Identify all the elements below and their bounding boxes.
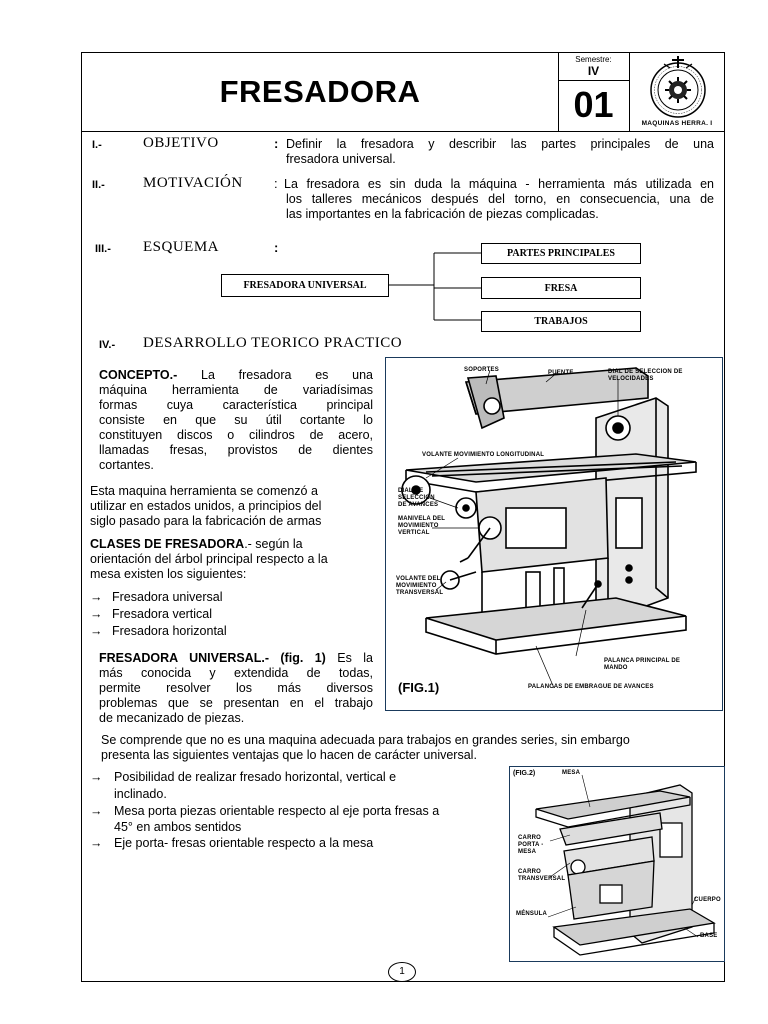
fig1-label-volante-longitudinal: VOLANTE MOVIMIENTO LONGITUDINAL [422, 452, 545, 458]
clases-label: CLASES DE FRESADORA [90, 537, 245, 551]
objetivo-text-line: fresadora universal. [286, 152, 396, 166]
ventaja-item: → Eje porta- fresas orientable respecto a la mesa [90, 836, 374, 850]
section-number: III.- [95, 243, 111, 255]
concepto-label: CONCEPTO.- [99, 368, 178, 382]
fig1-label-dial-velocidades: DIAL DE SELECCION DE VELOCIDADES [608, 369, 683, 382]
fig2-label-mesa: MESA [562, 770, 581, 776]
list-item: → Fresadora universal [90, 590, 223, 604]
universal-line: problemas que se presentan en el trabajo [99, 696, 373, 710]
fig1-caption: (FIG.1) [398, 680, 440, 695]
section-colon: : [274, 136, 279, 151]
section-number: IV.- [99, 339, 116, 351]
semester-divider [558, 80, 629, 81]
universal-line: de mecanizado de piezas. [99, 711, 245, 725]
arrow-icon: → [90, 624, 103, 638]
history-line: Esta maquina herramienta se comenzó a [90, 484, 318, 498]
section-colon: : [274, 176, 278, 191]
concepto-line: llamadas fresas, provistos de dientes [99, 443, 373, 457]
motivacion-text-line: los talleres mecánicos después del torno, en consecuencia, una de [286, 192, 714, 206]
semester-label: Semestre: [575, 55, 612, 64]
universal-line: FRESADORA UNIVERSAL.- (fig. 1) Es la [99, 651, 373, 665]
scheme-root-label: FRESADORA UNIVERSAL [243, 280, 367, 291]
ventaja-item: → Mesa porta piezas orientable respecto al eje porta fresas a [90, 804, 440, 818]
header-divider [81, 131, 725, 132]
fig1-label-palanca: PALANCA PRINCIPAL DE MANDO [604, 658, 681, 671]
universal-line: permite resolver los más diversos [99, 681, 373, 695]
fig2-label-cuerpo: CUERPO [694, 897, 721, 903]
arrow-icon: → [90, 770, 103, 784]
section-colon: : [274, 240, 279, 255]
section-title-esquema: ESQUEMA [143, 239, 220, 255]
section-title-objetivo: OBJETIVO [143, 135, 219, 151]
fig1-label-manivela: MANIVELA DEL MOVIMIENTO VERTICAL [398, 516, 446, 536]
list-item: → Fresadora horizontal [90, 624, 227, 638]
concepto-line: consiste en que su útil cortante lo [99, 413, 373, 427]
list-item: → Fresadora vertical [90, 607, 213, 621]
institution-seal-icon [634, 54, 722, 120]
scheme-branch-label: TRABAJOS [534, 316, 588, 327]
scheme-root-box [221, 274, 389, 297]
clases-line: CLASES DE FRESADORA.- según la [90, 537, 303, 551]
objetivo-text-line: Definir la fresadora y describir las partes principales de una [286, 137, 714, 151]
scheme-branch-box [481, 311, 641, 332]
fig2-label-carro-porta-mesa: CARRO PORTA - MESA [518, 835, 544, 855]
scheme-branch-box [481, 277, 641, 299]
concepto-line: máquina herramienta de variadísimas [99, 383, 373, 397]
page-number: 1 [388, 962, 416, 982]
clases-line: mesa existen los siguientes: [90, 567, 247, 581]
section-title-desarrollo: DESARROLLO TEORICO PRACTICO [143, 335, 403, 351]
clases-line: orientación del árbol principal respecto a la [90, 552, 328, 566]
fig2-label-base: BASE [700, 933, 718, 939]
fig1-label-volante-transversal: VOLANTE DEL MOVIMIENTO TRANSVERSAL [396, 576, 444, 596]
fig1-label-palancas-embrague: PALANCAS DE EMBRAGUE DE AVANCES [528, 684, 654, 690]
ventaja-item-cont: inclinado. [114, 787, 167, 801]
universal-line: más conocida y extendida de todas, [99, 666, 373, 680]
history-line: siglo pasado para la fabricación de armas [90, 514, 322, 528]
title-cell [82, 53, 558, 131]
concepto-line: CONCEPTO.- La fresadora es una [99, 368, 373, 382]
arrow-icon: → [90, 607, 103, 621]
series-line: Se comprende que no es una maquina adecuada para trabajos en grandes series, sin embargo [101, 733, 630, 747]
figure-2 [509, 766, 725, 962]
fig2-label-mensula: MÉNSULA [516, 911, 548, 917]
sheet-number: 01 [573, 84, 614, 125]
fig1-label-dial-avances: DIAL DE SELECCION DE AVANCES [398, 488, 439, 508]
ventaja-item: → Posibilidad de realizar fresado horizontal, vertical e [90, 770, 397, 784]
concepto-line: formas cuya característica principal [99, 398, 373, 412]
section-title-motivacion: MOTIVACIÓN [143, 175, 243, 191]
scheme-branch-label: PARTES PRINCIPALES [507, 248, 615, 259]
page-title: FRESADORA [219, 74, 421, 109]
fig2-caption: (FIG.2) [513, 770, 536, 777]
figure-1 [385, 357, 723, 711]
arrow-icon: → [90, 836, 103, 850]
arrow-icon: → [90, 590, 103, 604]
clases-list [90, 589, 227, 640]
history-line: utilizar en estados unidos, a principios del [90, 499, 322, 513]
concepto-line: cortantes. [99, 458, 154, 472]
concepto-line: constituyen discos o cilindros de acero, [99, 428, 373, 442]
ventaja-item-cont: 45° en ambos sentidos [114, 820, 242, 834]
fig2-label-carro-transversal: CARRO TRANSVERSAL [518, 869, 566, 882]
fig1-label-puente: PUENTE [548, 370, 574, 376]
milling-machine-parts-illustration [510, 767, 724, 961]
section-number: I.- [92, 139, 102, 151]
arrow-icon: → [90, 804, 103, 818]
scheme-branch-label: FRESA [544, 282, 578, 294]
motivacion-text-line: La fresadora es sin duda la máquina - herramienta más utilizada en [284, 177, 714, 191]
logo-caption: MAQUINAS HERRA. I [641, 120, 713, 127]
series-line: presenta las siguientes ventajas que lo hacen de carácter universal. [101, 748, 477, 762]
scheme-branch-box [481, 243, 641, 264]
semester-value: IV [587, 64, 600, 78]
universal-label: FRESADORA UNIVERSAL.- (fig. 1) [99, 651, 326, 665]
motivacion-text-line: las importantes en la fabricación de piezas complicadas. [286, 207, 599, 221]
fig1-label-soportes: SOPORTES [464, 367, 499, 373]
section-number: II.- [92, 179, 105, 191]
